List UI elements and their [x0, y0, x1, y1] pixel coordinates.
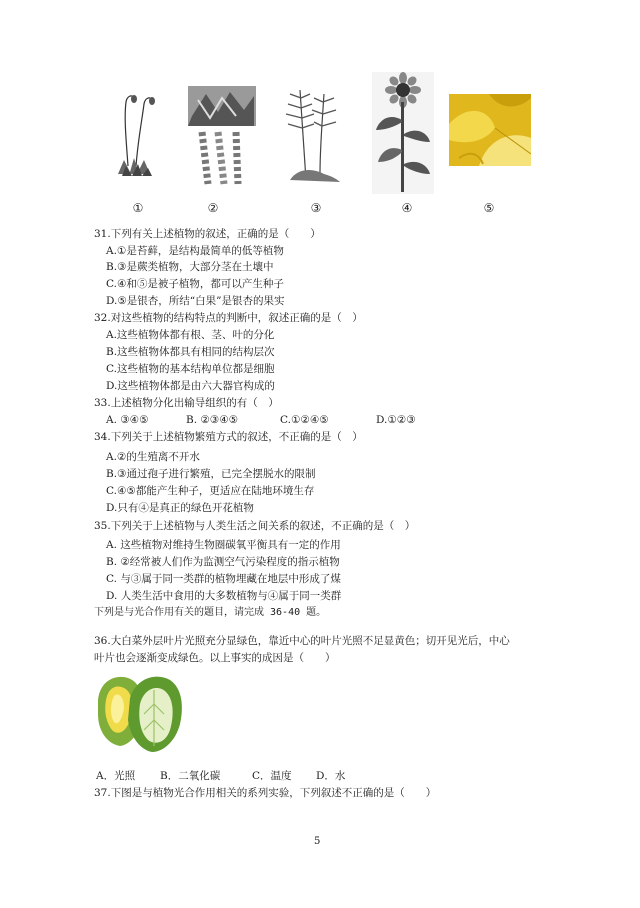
fern-figure: [276, 84, 344, 184]
q35-stem: 35.下列关于上述植物与人类生活之间关系的叙述，不正确的是（ ）: [94, 520, 416, 532]
moss-figure: [112, 88, 158, 180]
q36-option-d: D．水: [316, 770, 346, 782]
q36-stem-line1: 36.大白菜外层叶片光照充分显绿色，靠近中心的叶片光照不足显黄色；切开见光后，中心: [94, 635, 510, 647]
q32-option-b: B.这些植物体都具有相同的结构层次: [106, 346, 275, 358]
q33-stem: 33.上述植物分化出输导组织的有（ ）: [94, 397, 279, 409]
figure-label-1: ①: [132, 201, 144, 215]
page-number: 5: [314, 836, 321, 847]
q36-option-c: C．温度: [252, 770, 292, 782]
q32-stem: 32.对这些植物的结构特点的判断中，叙述正确的是（ ）: [94, 312, 363, 324]
q36-option-a: A．光照: [96, 770, 136, 782]
q34-option-b: B.③通过孢子进行繁殖，已完全摆脱水的限制: [106, 468, 316, 480]
q37-stem: 37.下图是与植物光合作用相关的系列实验，下列叙述不正确的是（ ）: [94, 787, 437, 799]
q34-option-a: A.②的生殖离不开水: [106, 451, 200, 463]
q32-option-a: A.这些植物体都有根、茎、叶的分化: [106, 329, 275, 341]
q35-option-d: D. 人类生活中食用的大多数植物与④属于同一类群: [106, 590, 342, 602]
q32-option-c: C.这些植物的基本结构单位都是细胞: [106, 363, 275, 375]
q36-stem-line2: 叶片也会逐渐变成绿色。以上事实的成因是（ ）: [94, 652, 336, 664]
figure-label-2: ②: [207, 201, 219, 215]
chinese-cabbage-figure: [94, 670, 186, 754]
section-intro: 下列是与光合作用有关的题目，请完成 36-40 题。: [94, 607, 327, 618]
q31-option-b: B.③是蕨类植物，大部分茎在土壤中: [106, 261, 274, 273]
q34-option-c: C.④⑤都能产生种子，更适应在陆地环境生存: [106, 485, 315, 497]
q31-option-a: A.①是苔藓，是结构最简单的低等植物: [106, 245, 284, 257]
q35-option-a: A. 这些植物对维持生物圈碳氧平衡具有一定的作用: [106, 539, 341, 551]
figure-label-4: ④: [401, 201, 413, 215]
q33-option-b: B. ②③④⑤: [186, 414, 239, 426]
ginkgo-figure: [449, 94, 531, 166]
q31-option-d: D.⑤是银杏，所结“白果”是银杏的果实: [106, 295, 285, 307]
q31-stem: 31.下列有关上述植物的叙述，正确的是（ ）: [94, 228, 321, 240]
q33-option-c: C.①②④⑤: [280, 414, 329, 426]
q33-option-a: A. ③④⑤: [106, 414, 149, 426]
q35-option-c: C. 与③属于同一类群的植物埋藏在地层中形成了煤: [106, 573, 341, 585]
figure-label-3: ③: [310, 201, 322, 215]
q31-option-c: C.④和⑤是被子植物，都可以产生种子: [106, 278, 284, 290]
q34-option-d: D.只有④是真正的绿色开花植物: [106, 502, 254, 514]
q33-option-d: D.①②③: [376, 414, 416, 426]
figure-label-5: ⑤: [483, 201, 495, 215]
sunflower-figure: [372, 72, 434, 194]
q35-option-b: B. ②经常被人们作为监测空气污染程度的指示植物: [106, 556, 340, 568]
q32-option-d: D.这些植物体都是由六大器官构成的: [106, 380, 275, 392]
q34-stem: 34.下列关于上述植物繁殖方式的叙述，不正确的是（ ）: [94, 431, 363, 443]
liverwort-figure: [188, 86, 256, 186]
q36-option-b: B．二氧化碳: [160, 770, 221, 782]
